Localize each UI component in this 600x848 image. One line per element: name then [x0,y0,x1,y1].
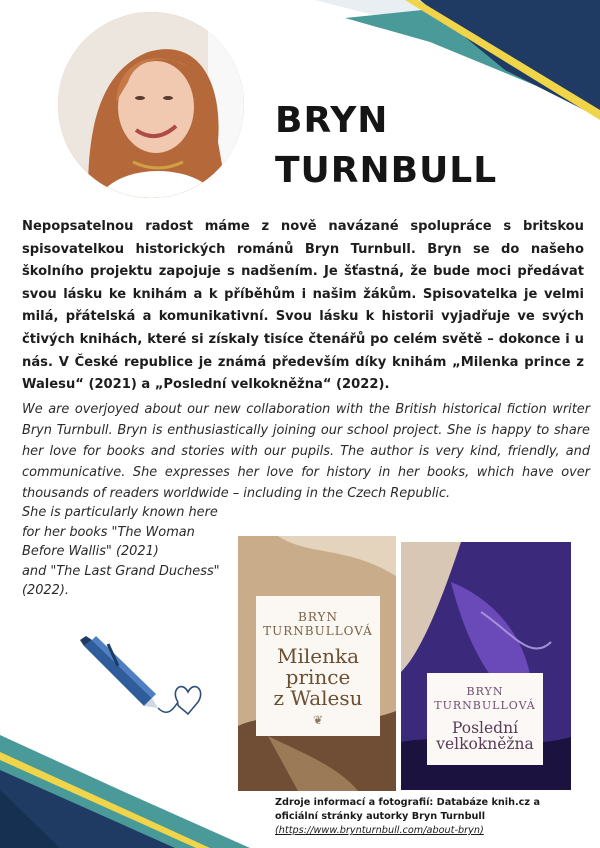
book-author: BRYN TURNBULLOVÁ [434,685,536,712]
book-cover-posledni [401,542,571,790]
author-name-line1: BRYN [275,100,389,141]
portrait-image [58,12,244,198]
book-author: BRYN TURNBULLOVÁ [263,610,373,638]
author-name-line2: TURNBULL [275,150,498,191]
book-title-line: velkokněžna [436,735,534,753]
heart-icon [175,687,200,714]
book-cover-milenka [238,536,396,791]
book-title-line: z Walesu [273,686,363,710]
english-tail-line: She is particularly known here [22,505,218,520]
english-tail-line: Before Wallis" (2021) [22,544,159,559]
english-tail-line: and "The Last Grand Duchess" [22,563,220,579]
book-title-line: prince [285,665,351,689]
book-title-line: Milenka [276,644,360,668]
english-tail-line: (2022). [22,583,69,598]
source-url-link[interactable]: (https://www.brynturnbull.com/about-bryn) [275,825,484,836]
czech-paragraph: Nepopsatelnou radost máme z nově navázané spolupráce s britskou spisovatelkou historických románů Bryn Turnbull. Bryn se do našeho školního projektu zapojuje s nadšením. Je šťastná, že bude moci předávat svou lásku ke knihám a k příběhům i našim žákům. Spisovatelka je velmi milá, přátelská a komunikativní. Svou lásku k historii vyjadřuje ve svých čtivých knihách, které si získaly tisíce čtenářů po celém světě – dokonce i u nás. V České republice je známá především díky knihám „Milenka prince z Walesu“ (2021) a „Poslední velkokněžna“ (2022). [22,219,584,393]
english-paragraph-tail [22,503,252,601]
book-title [427,720,543,752]
pen-icon [80,636,158,708]
source-label: Zdroje informací a fotografií: Databáze knih.cz a oficiální stránky autorky Bryn Turnbull [275,797,540,822]
english-tail-line: for her books "The Woman [22,524,195,540]
english-paragraph: We are overjoyed about our new collaboration with the British historical fiction writer Bryn Turnbull. Bryn is enthusiastically joining our school project. She is happy to share her love for books and stories with our pupils. The author is very kind, friendly, and communicative. She expresses her love for history in her books, which have over thousands of readers worldwide – including in the Czech Republic. [22,402,590,501]
book-title-card [427,673,543,765]
book-title-line: Poslední [451,719,519,737]
author-photo [58,12,244,198]
book-title [256,646,380,709]
pen-illustration [78,636,208,726]
source-note [275,796,575,838]
author-name [275,96,497,196]
ornament-icon: ❦ [312,713,324,727]
book-title-card [256,596,380,736]
